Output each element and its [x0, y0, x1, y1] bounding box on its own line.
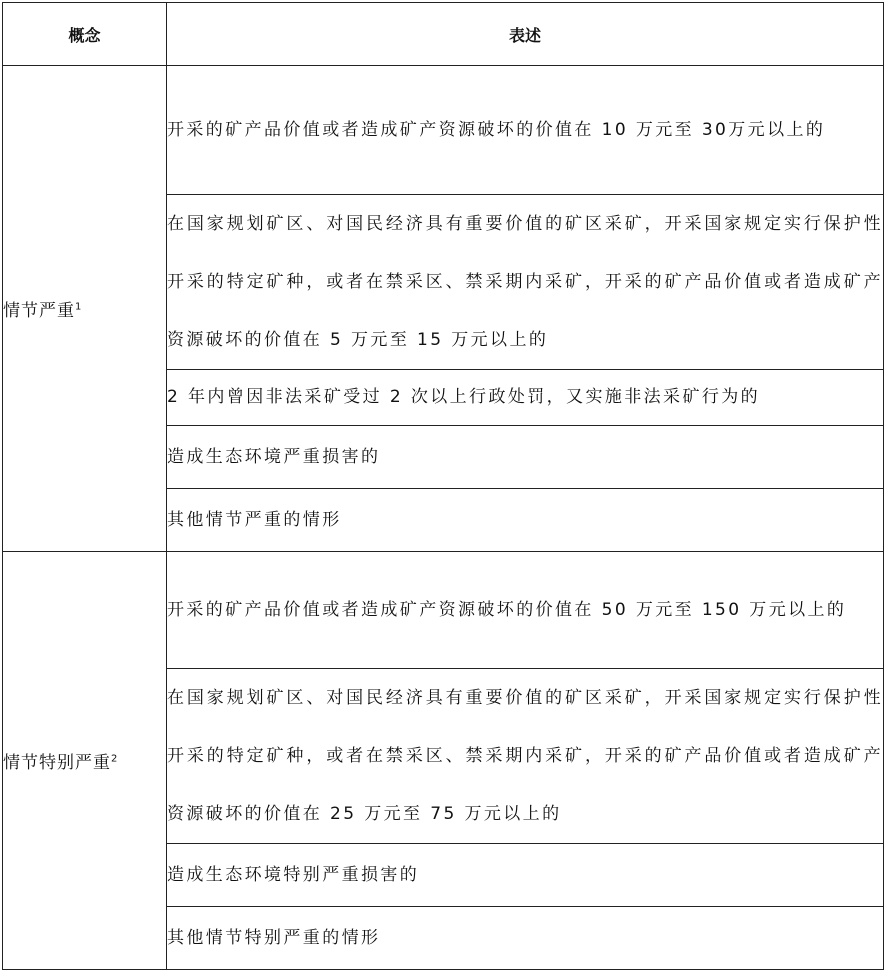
- concept-especially-serious: [3, 552, 167, 970]
- description-cell: 其他情节严重的情形: [167, 489, 884, 552]
- description-cell: 在国家规划矿区、对国民经济具有重要价值的矿区采矿，开采国家规定实行保护性开采的特定矿种，或者在禁采区、禁采期内采矿，开采的矿产品价值或者造成矿产资源破坏的价值在 5 万元至 15 万元以上的: [167, 195, 884, 370]
- description-cell: 2 年内曾因非法采矿受过 2 次以上行政处罚，又实施非法采矿行为的: [167, 370, 884, 426]
- description-cell: 开采的矿产品价值或者造成矿产资源破坏的价值在 50 万元至 150 万元以上的: [167, 552, 884, 669]
- table-row: [3, 66, 884, 195]
- table-row: [3, 552, 884, 669]
- header-row: [3, 3, 884, 66]
- description-cell: 开采的矿产品价值或者造成矿产资源破坏的价值在 10 万元至 30万元以上的: [167, 66, 884, 195]
- concept-label: 情节特别严重: [3, 753, 111, 773]
- footnote-marker: 1: [75, 301, 82, 313]
- header-concept: 概念: [3, 3, 167, 66]
- footnote-marker: 2: [111, 753, 118, 765]
- concept-serious: [3, 66, 167, 552]
- description-cell: 在国家规划矿区、对国民经济具有重要价值的矿区采矿，开采国家规定实行保护性开采的特定矿种，或者在禁采区、禁采期内采矿，开采的矿产品价值或者造成矿产资源破坏的价值在 25 万元至 75 万元以上的: [167, 669, 884, 844]
- description-cell: 造成生态环境特别严重损害的: [167, 844, 884, 907]
- header-description: 表述: [167, 3, 884, 66]
- concept-table: [2, 2, 884, 970]
- concept-label: 情节严重: [3, 301, 75, 321]
- description-cell: 造成生态环境严重损害的: [167, 426, 884, 489]
- description-cell: 其他情节特别严重的情形: [167, 907, 884, 970]
